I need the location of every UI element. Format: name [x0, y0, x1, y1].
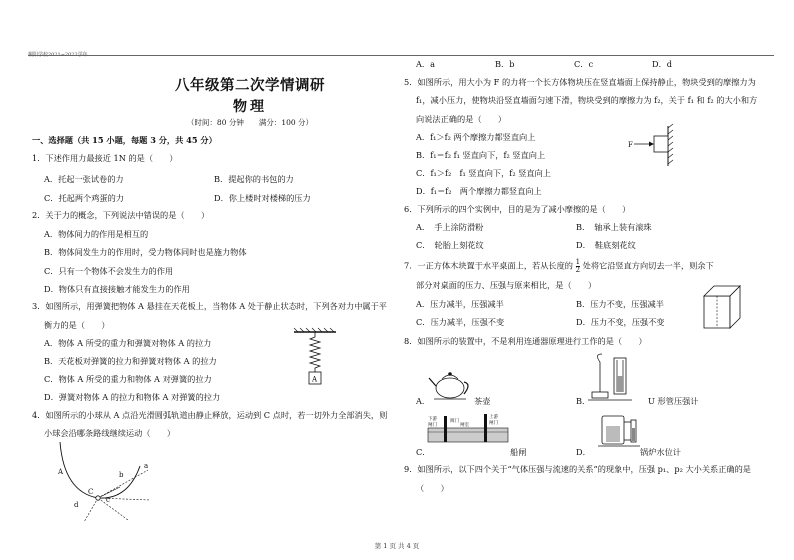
- q1-option-c: C．托起两个鸡蛋的力: [44, 193, 124, 203]
- one-half-fraction: [576, 259, 580, 274]
- q8-option-d-name: 锅炉水位计: [640, 447, 681, 457]
- lock-label-downstream: 下游: [428, 417, 437, 422]
- school-header: 桐阳学校2021~2022学年: [28, 52, 88, 58]
- q6-option-a: A． 手上涂防滑粉: [416, 222, 484, 232]
- q7-option-b: B．压力不变，压强减半: [576, 299, 664, 309]
- q3-option-b: B．天花板对弹簧的拉力和弹簧对物体 A 的拉力: [44, 356, 217, 366]
- q5-option-b: B．f₁＝f₂ f₁ 竖直向下，f₂ 竖直向上: [416, 150, 546, 160]
- q9-stem-2: （ ）: [416, 483, 449, 493]
- lock-label-valve: 阀门: [450, 419, 459, 424]
- q1-option-b: B．提起你的书包的力: [214, 174, 294, 184]
- q2-option-c: C．只有一个物体不会发生力的作用: [44, 266, 174, 276]
- q6-option-c: C． 轮胎上刻花纹: [416, 240, 484, 250]
- exam-title: 八年级第二次学情调研: [175, 77, 325, 94]
- q5-stem-3: 向说法正确的是（ ）: [416, 114, 507, 124]
- q3-option-d: D．弹簧对物体 A 的拉力和物体 A 对弹簧的拉力: [44, 392, 221, 402]
- q7-stem-1a: 7．一正方体木块置于水平桌面上，若从长度的: [404, 260, 573, 271]
- q2-stem: 2．关于力的概念，下列说法中错误的是（ ）: [32, 210, 210, 220]
- q3-stem-cont: 衡力的是（ ）: [44, 320, 110, 330]
- q1-stem: 1．下述作用力最接近 1N 的是（ ）: [32, 153, 178, 163]
- q4-option-c: C．c: [574, 59, 594, 69]
- spring-figure: [290, 328, 350, 398]
- q3-option-c: C．物体 A 所受的重力和物体 A 对弹簧的拉力: [44, 374, 212, 384]
- q3-stem: 3．如图所示，用弹簧把物体 A 悬挂在天花板上，当物体 A 处于静止状态时，下列各对力中属于平: [32, 301, 387, 311]
- fraction-denominator: 2: [575, 266, 581, 274]
- q1-option-a: A．托起一张试卷的力: [44, 174, 124, 184]
- q8-option-d: D．: [576, 447, 591, 457]
- q8-option-c: C．: [416, 447, 431, 457]
- q4-option-d: D．d: [652, 59, 672, 69]
- q8-option-b: B．: [576, 396, 591, 406]
- boiler-gauge-figure: [598, 410, 644, 450]
- q2-option-b: B．物体间发生力的作用时，受力物体同时也是施力物体: [44, 247, 247, 257]
- force-f-label: F: [628, 141, 633, 149]
- q8-option-a-name: 茶壶: [474, 396, 491, 406]
- q7-option-d: D．压力不变，压强不变: [576, 317, 665, 327]
- q4-stem-cont: 小球会沿哪条路线继续运动（ ）: [44, 428, 176, 438]
- q5-stem-2: f₁，减小压力，使物块沿竖直墙面匀速下滑，物块受到的摩擦力为 f₂，关于 f₁ 和 f₂ 的大小和方: [416, 95, 758, 105]
- fraction-numerator: 1: [575, 258, 581, 266]
- q7-stem-2: 部分对桌面的压力、压强与原来相比，是（ ）: [416, 280, 597, 290]
- q1-option-d: D．你上楼时对楼梯的压力: [214, 193, 311, 203]
- q6-option-b: B． 轴承上装有滚珠: [576, 222, 652, 232]
- arc-label-a-point: A: [58, 468, 64, 476]
- q7-option-a: A．压力减半，压强减半: [416, 299, 504, 309]
- q9-stem-1: 9．如图所示，以下四个关于“气体压强与流速的关系”的现象中，压强 p₁、p₂ 大小关系正确的是: [404, 464, 751, 474]
- q4-option-b: B．b: [495, 59, 515, 69]
- wall-block-figure: [620, 124, 680, 168]
- path-label-d: d: [74, 501, 79, 509]
- q8-stem: 8．如图所示的装置中，不是利用连通器原理进行工作的是（ ）: [404, 336, 647, 346]
- q8-option-b-name: U 形管压强计: [648, 396, 699, 406]
- exam-subject: 物理: [233, 99, 267, 115]
- path-label-a: a: [144, 462, 149, 470]
- q7-stem-1b: 处将它沿竖直方向切去一半，则余下: [582, 260, 714, 271]
- q5-option-d: D．f₁＝f₂ 两个摩擦力都竖直向上: [416, 186, 542, 196]
- path-label-b: b: [119, 471, 124, 479]
- q4-option-a: A．a: [416, 59, 435, 69]
- q6-option-d: D． 鞋底刻花纹: [576, 240, 636, 250]
- section-heading: 一、选择题（共 15 小题，每题 3 分，共 45 分）: [32, 135, 217, 145]
- q4-stem: 4．如图所示的小球从 A 点沿光滑圆弧轨道由静止释放，运动到 C 点时，若一切外力全部消失，则: [32, 410, 388, 420]
- q6-stem: 6．下列所示的四个实例中，目的是为了减小摩擦的是（ ）: [404, 204, 631, 214]
- lock-label-gate-2: 闸门: [489, 421, 498, 426]
- arc-label-c-point: C: [88, 488, 94, 496]
- cube-figure: [700, 284, 746, 332]
- page-footer: 第 1 页 共 4 页: [374, 542, 420, 550]
- q5-option-c: C．f₁＞f₂ f₁ 竖直向下，f₂ 竖直向上: [416, 168, 551, 178]
- path-label-c: c: [106, 496, 110, 504]
- exam-time-score: （时间：80 分钟 满分：100 分）: [186, 118, 314, 127]
- header-rule: [28, 55, 774, 56]
- teapot-figure: [428, 366, 478, 402]
- ship-lock-figure: [426, 410, 510, 450]
- q2-option-a: A．物体间力的作用是相互的: [44, 229, 149, 239]
- lock-label-gate-1: 闸门: [428, 423, 437, 428]
- q8-option-a: A．: [416, 396, 431, 406]
- q3-option-a: A．物体 A 所受的重力和弹簧对物体 A 的拉力: [44, 338, 212, 348]
- block-a-label: A: [312, 375, 318, 384]
- lock-label-chamber: 闸室: [460, 423, 469, 428]
- q2-option-d: D．物体只有直接接触才能发生力的作用: [44, 284, 190, 294]
- lock-label-upstream: 上游: [489, 415, 498, 420]
- q7-option-c: C．压力减半，压强不变: [416, 317, 505, 327]
- arc-track-figure: [50, 440, 170, 515]
- q5-option-a: A．f₁＞f₂ 两个摩擦力都竖直向上: [416, 132, 536, 142]
- u-tube-manometer-figure: [586, 352, 636, 404]
- q8-option-c-name: 船闸: [510, 447, 527, 457]
- q7-stem-1: [404, 259, 714, 274]
- q5-stem-1: 5．如图所示，用大小为 F 的力将一个长方体物块压在竖直墙面上保持静止，物块受到的摩擦力为: [404, 77, 756, 87]
